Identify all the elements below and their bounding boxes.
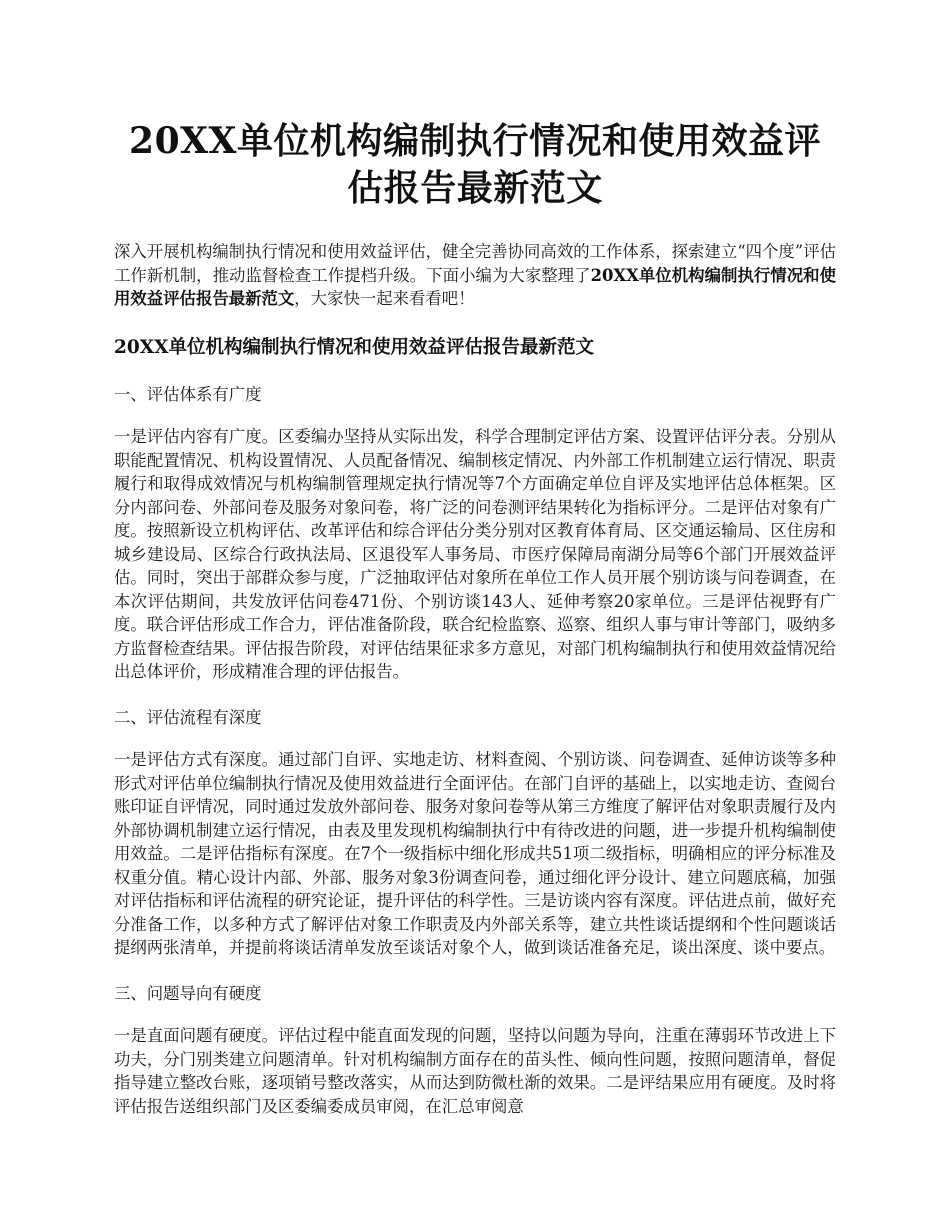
intro-text: 深入开展机构编制执行情况和使用效益评估，健全完善协同高效的工作体系，探索建立“四个度”评估工作新机制，推动监督检查工作提档升级。下面小编为大家整理了 (114, 242, 836, 285)
section-heading-2: 二、评估流程有深度 (114, 707, 262, 727)
intro-paragraph (114, 240, 836, 311)
section-body-1: 一是评估内容有广度。区委编办坚持从实际出发，科学合理制定评估方案、设置评估评分表。分别从职能配置情况、机构设置情况、人员配备情况、编制核定情况、内外部工作机制建立运行情况、职责履行和取得成效情况与机构编制管理规定执行情况等7个方面确定单位自评及实地评估总体框架。区分内部问卷、外部问卷及服务对象问卷，将广泛的问卷测评结果转化为指标评分。二是评估对象有广度。按照新设立机构评估、改革评估和综合评估分类分别对区教育体育局、区交通运输局、区住房和城乡建设局、区综合行政执法局、区退役军人事务局、市医疗保障局南湖分局等6个部门开展效益评估。同时，突出于部群众参与度，广泛抽取评估对象所在单位工作人员开展个别访谈与问卷调查，在本次评估期间，共发放评估问卷471份、个别访谈143人、延伸考察20家单位。三是评估视野有广度。联合评估形成工作合力，评估准备阶段，联合纪检监察、巡察、组织人事与审计等部门，吸纳多方监督检查结果。评估报告阶段，对评估结果征求多方意见，对部门机构编制执行和使用效益情况给出总体评价，形成精准合理的评估报告。 (114, 427, 836, 681)
section-heading-3: 三、问题导向有硬度 (114, 983, 262, 1003)
intro-text-end: ，大家快一起来看看吧！ (294, 289, 475, 308)
section-body-3: 一是直面问题有硬度。评估过程中能直面发现的问题，坚持以问题为导向，注重在薄弱环节改进上下功夫，分门别类建立问题清单。针对机构编制方面存在的苗头性、倾向性问题，按照问题清单，督促指导建立整改台账，逐项销号整改落实，从而达到防微杜渐的效果。二是评结果应用有硬度。及时将评估报告送组织部门及区委编委成员审阅，在汇总审阅意 (114, 1026, 836, 1116)
section-heading-1: 一、评估体系有广度 (114, 384, 262, 404)
section-body-2: 一是评估方式有深度。通过部门自评、实地走访、材料查阅、个别访谈、问卷调查、延伸访谈等多种形式对评估单位编制执行情况及使用效益进行全面评估。在部门自评的基础上，以实地走访、查阅台账印证自评情况，同时通过发放外部问卷、服务对象问卷等从第三方维度了解评估对象职责履行及内外部协调机制建立运行情况，由表及里发现机构编制执行中有待改进的问题，进一步提升机构编制使用效益。二是评估指标有深度。在7个一级指标中细化形成共51项二级指标，明确相应的评分标准及权重分值。精心设计内部、外部、服务对象3份调查问卷，通过细化评分设计、建立问题底稿，加强对评估指标和评估流程的研究论证，提升评估的科学性。三是访谈内容有深度。评估进点前，做好充分准备工作，以多种方式了解评估对象工作职责及内外部关系等，建立共性谈话提纲和个性问题谈话提纲两张清单，并提前将谈话清单发放至谈话对象个人，做到谈话准备充足，谈出深度、谈中要点。 (114, 750, 836, 957)
document-subtitle: 20XX单位机构编制执行情况和使用效益评估报告最新范文 (114, 336, 594, 358)
document-page (114, 0, 836, 1118)
intro-bold-title: 20XX单位机构编制执行情况和使用效益评估报告最新范文 (114, 265, 837, 308)
document-title: 20XX单位机构编制执行情况和使用效益评估报告最新范文 (129, 120, 821, 209)
